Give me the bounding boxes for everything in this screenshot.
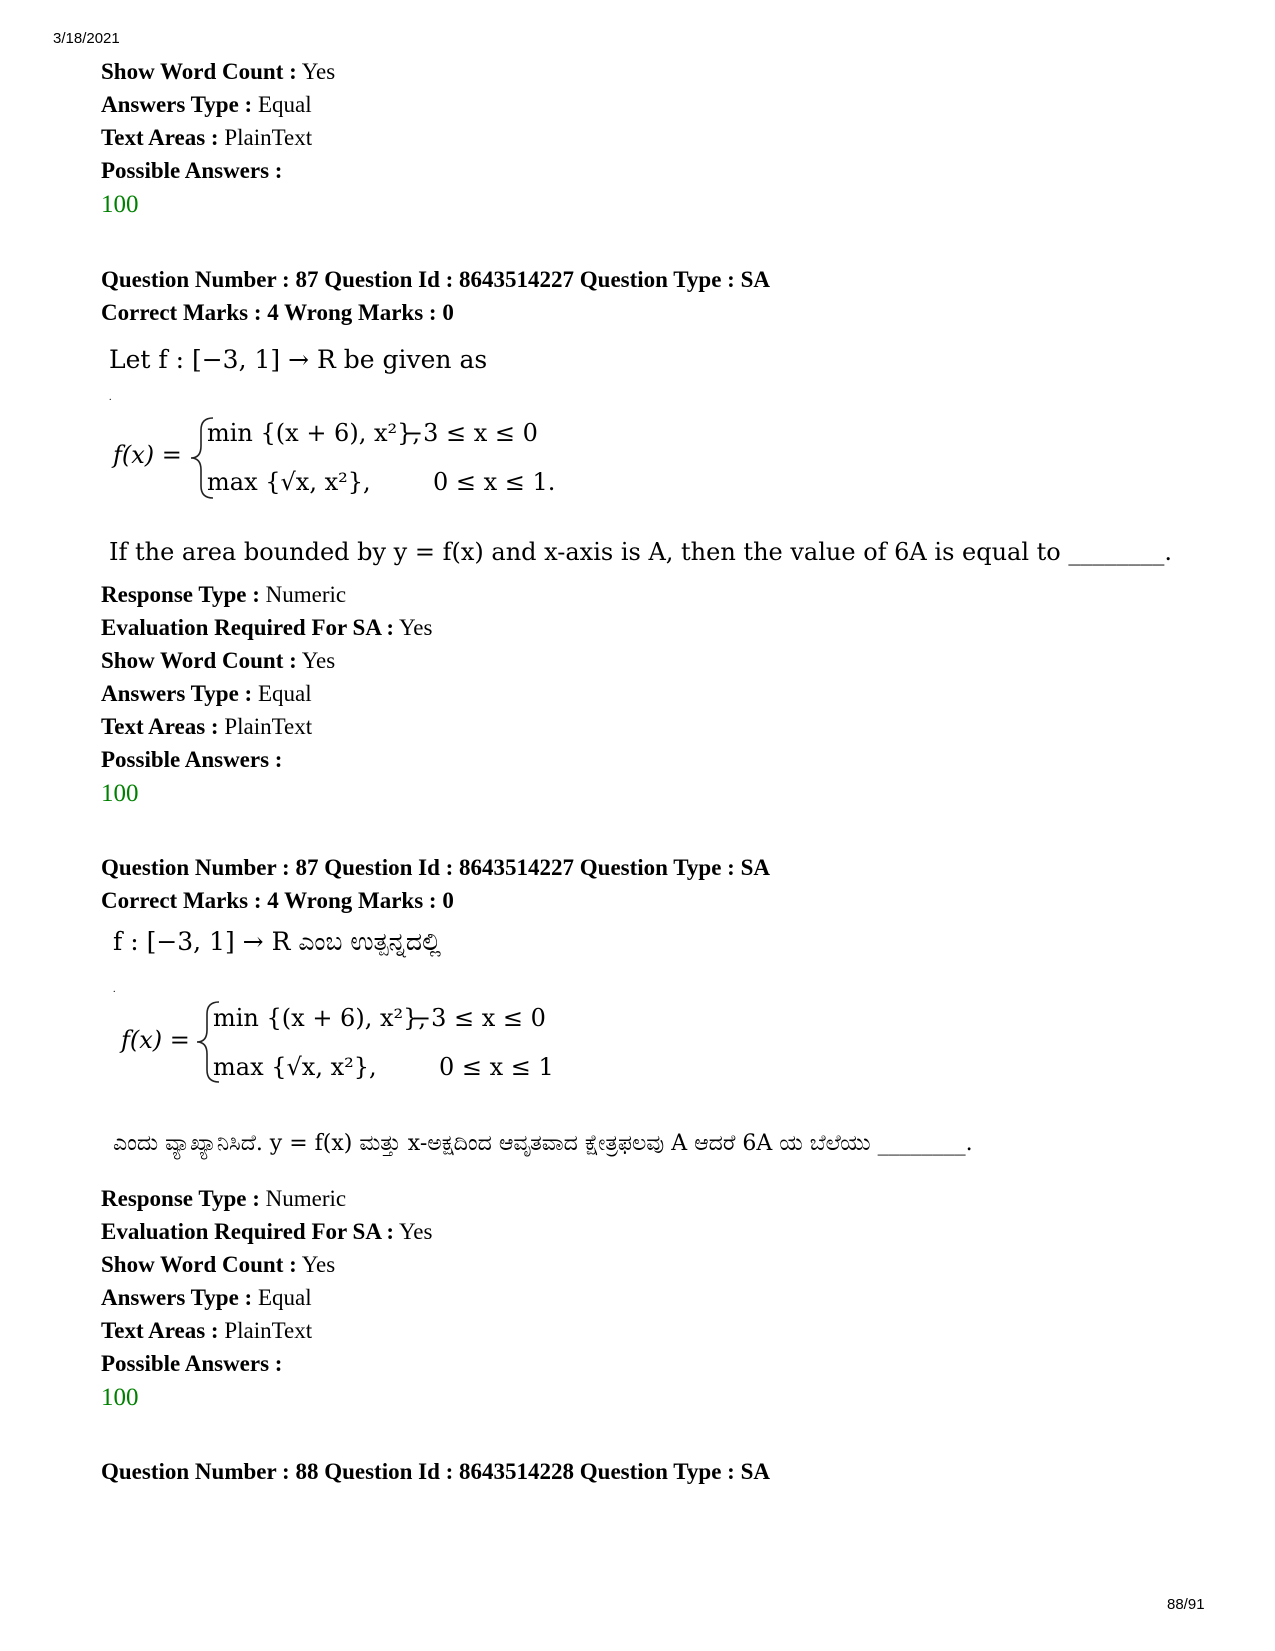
question-text: ಎಂದು ವ್ಯಾಖ್ಯಾನಿಸಿದೆ. y = f(x) ಮತ್ತು x-ಅಕ್ಷದಿಂದ ಆವೃತವಾದ ಕ್ಷೇತ್ರಫಲವು A ಆದರೆ 6A ಯ ಬೆಲೆಯು ________. — [113, 1131, 973, 1156]
field-label: Answers Type : — [101, 92, 253, 117]
question-math-en — [101, 338, 1201, 588]
possible-answer-value: 100 — [101, 780, 139, 807]
stray-dot: . — [109, 392, 112, 403]
case-1-range: −3 ≤ x ≤ 0 — [411, 1004, 546, 1032]
field-label: Answers Type : — [101, 681, 253, 706]
possible-answer-value: 100 — [101, 1384, 139, 1411]
response-type-row — [101, 1182, 1201, 1215]
function-lhs: f(x) = — [113, 441, 182, 469]
question-meta-en — [101, 578, 1201, 812]
question-header-kn — [101, 851, 1201, 917]
possible-answers-row — [101, 743, 1201, 776]
question-head: Question Number : 88 Question Id : 8643514228 Question Type : SA — [101, 1459, 770, 1484]
field-value: Equal — [257, 92, 312, 117]
text-areas-row — [101, 121, 1201, 154]
question-math-kn — [101, 920, 1201, 1190]
question-marks: Correct Marks : 4 Wrong Marks : 0 — [101, 300, 454, 325]
stray-dot: . — [113, 984, 116, 995]
field-value: Yes — [301, 1252, 336, 1277]
response-type-row — [101, 578, 1201, 611]
function-lhs: f(x) = — [121, 1026, 190, 1054]
field-label: Text Areas : — [101, 1318, 219, 1343]
next-question-header — [101, 1455, 1201, 1488]
question-header-en — [101, 263, 1201, 329]
page-number: 88/91 — [1167, 1596, 1205, 1613]
previous-question-tail — [101, 55, 1201, 223]
answers-type-row — [101, 88, 1201, 121]
question-head: Question Number : 87 Question Id : 8643514227 Question Type : SA — [101, 855, 770, 880]
field-value: Equal — [257, 681, 312, 706]
question-intro: f : [−3, 1] → R ಎಂಬ ಉತ್ಪನ್ನದಲ್ಲಿ — [113, 927, 441, 956]
show-word-count-row — [101, 55, 1201, 88]
text-areas-row — [101, 1314, 1201, 1347]
answers-type-row — [101, 1281, 1201, 1314]
case-2-expr: max {√x, x²}, — [207, 468, 371, 496]
page-date: 3/18/2021 — [53, 30, 120, 47]
field-label: Show Word Count : — [101, 648, 297, 673]
evaluation-row — [101, 1215, 1201, 1248]
field-label: Possible Answers : — [101, 158, 283, 183]
question-image-en — [101, 338, 1201, 588]
field-label: Response Type : — [101, 582, 260, 607]
possible-answers-row — [101, 1347, 1201, 1380]
text-areas-row — [101, 710, 1201, 743]
question-image-kn — [101, 920, 1201, 1190]
answers-type-row — [101, 677, 1201, 710]
possible-answers-row — [101, 154, 1201, 187]
field-label: Show Word Count : — [101, 1252, 297, 1277]
case-2-range: 0 ≤ x ≤ 1 — [439, 1053, 554, 1081]
evaluation-row — [101, 611, 1201, 644]
case-2-range: 0 ≤ x ≤ 1. — [433, 468, 556, 496]
field-label: Text Areas : — [101, 714, 219, 739]
field-value: PlainText — [224, 1318, 313, 1343]
possible-answer-value: 100 — [101, 191, 139, 218]
field-value: Yes — [301, 59, 336, 84]
case-1-expr: min {(x + 6), x²}, — [207, 419, 420, 447]
field-label: Text Areas : — [101, 125, 219, 150]
field-value: PlainText — [224, 125, 313, 150]
field-label: Response Type : — [101, 1186, 260, 1211]
show-word-count-row — [101, 1248, 1201, 1281]
field-label: Possible Answers : — [101, 1351, 283, 1376]
case-2-expr: max {√x, x²}, — [213, 1053, 377, 1081]
field-value: Equal — [257, 1285, 312, 1310]
field-label: Evaluation Required For SA : — [101, 1219, 395, 1244]
field-label: Show Word Count : — [101, 59, 297, 84]
field-value: Numeric — [265, 1186, 347, 1211]
question-head: Question Number : 87 Question Id : 8643514227 Question Type : SA — [101, 267, 770, 292]
field-label: Evaluation Required For SA : — [101, 615, 395, 640]
field-value: Numeric — [265, 582, 347, 607]
show-word-count-row — [101, 644, 1201, 677]
field-value: PlainText — [224, 714, 313, 739]
field-value: Yes — [399, 1219, 433, 1244]
field-label: Possible Answers : — [101, 747, 283, 772]
field-label: Answers Type : — [101, 1285, 253, 1310]
question-text: If the area bounded by y = f(x) and x-axis is A, then the value of 6A is equal to ________. — [109, 538, 1172, 566]
question-meta-kn — [101, 1182, 1201, 1416]
field-value: Yes — [399, 615, 433, 640]
case-1-expr: min {(x + 6), x²}, — [213, 1004, 426, 1032]
question-intro: Let f : [−3, 1] → R be given as — [109, 345, 488, 374]
case-1-range: −3 ≤ x ≤ 0 — [403, 419, 538, 447]
field-value: Yes — [301, 648, 336, 673]
question-marks: Correct Marks : 4 Wrong Marks : 0 — [101, 888, 454, 913]
